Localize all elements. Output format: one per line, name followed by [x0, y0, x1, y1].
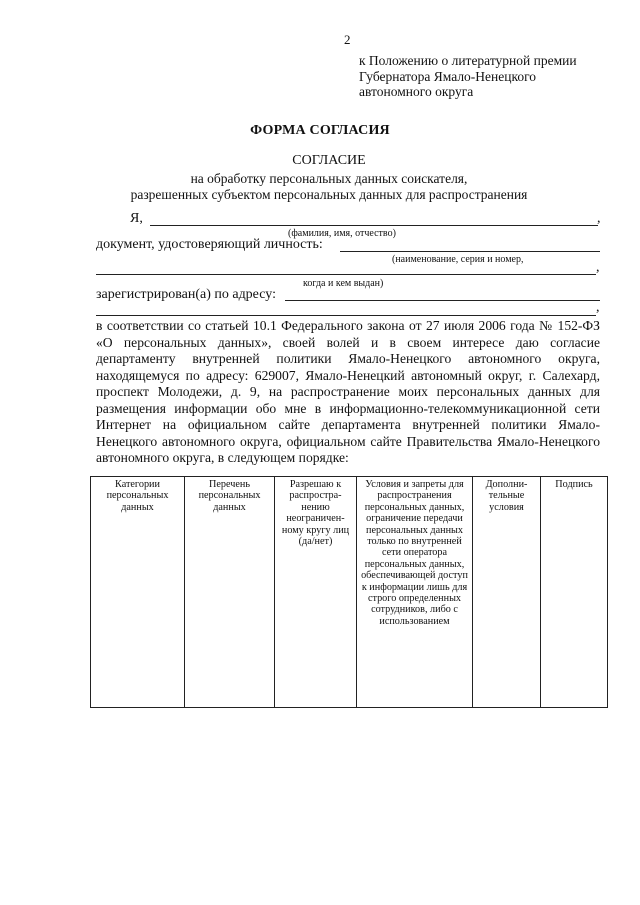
fio-field[interactable] [150, 225, 598, 226]
header-additional-conditions: Дополни-тельные условия [473, 477, 541, 708]
appendix-line: к Положению о литературной премии [359, 53, 577, 68]
appendix-line: Губернатора Ямало-Ненецкого [359, 68, 537, 84]
document-hint: (наименование, серия и номер, [392, 254, 524, 265]
consent-table [90, 476, 608, 708]
page-number: 2 [344, 32, 351, 47]
header-categories: Категории персональных данных [91, 477, 185, 708]
header-permission: Разрешаю к распростра-нению неограничен-ному кругу лиц (да/нет) [275, 477, 357, 708]
fio-hint: (фамилия, имя, отчество) [288, 228, 396, 239]
header-signature: Подпись [541, 477, 608, 708]
comma: , [596, 260, 600, 275]
table-header-row [91, 477, 608, 708]
consent-body-text: в соответствии со статьей 10.1 Федерального закона от 27 июля 2006 года № 152-ФЗ «О персональных данных», своей волей и в своем интересе даю согласие департаменту внутренней политики Ямало-Ненецкого автономного округа, находящемуся по адресу: 629007, Ямало-Ненецкий автономный округ, г. Салехард, проспект Молодежи, д. 9, на распространение моих персональных данных для размещения информации обо мне в информационно-телекоммуникационной сети Интернет на официальном сайте департамента внутренней политики Ямало-Ненецкого автономного округа, официальном сайте Правительства Ямало-Ненецкого автономного округа, в следующем порядке: [96, 318, 600, 465]
address-field[interactable] [285, 300, 600, 301]
comma: , [597, 211, 601, 226]
ya-label: Я, [130, 211, 143, 226]
document-field[interactable] [340, 251, 600, 252]
appendix-reference [359, 53, 577, 100]
form-title: ФОРМА СОГЛАСИЯ [250, 123, 390, 138]
issued-hint: когда и кем выдан) [303, 278, 384, 289]
consent-subtitle-line: разрешенных субъектом персональных данных для распространения [130, 187, 528, 202]
document-issued-field[interactable] [96, 274, 596, 275]
consent-subtitle [0, 171, 640, 203]
address-label: зарегистрирован(а) по адресу: [96, 287, 276, 302]
header-data-list: Перечень персональных данных [185, 477, 275, 708]
consent-subtitle-line: на обработку персональных данных соискателя, [190, 171, 468, 186]
address-field-line2[interactable] [96, 315, 596, 316]
consent-title: СОГЛАСИЕ [292, 153, 366, 168]
appendix-line: автономного округа [359, 84, 474, 99]
header-conditions: Условия и запреты для распространения персональных данных, ограничение передачи персональных данных только по внутренней сети оператора персональных данных, обеспечивающей доступ к информации лишь для строго определенных сотрудников, либо с использованием [357, 477, 473, 708]
comma: , [596, 300, 600, 315]
document-label: документ, удостоверяющий личность: [96, 237, 323, 252]
